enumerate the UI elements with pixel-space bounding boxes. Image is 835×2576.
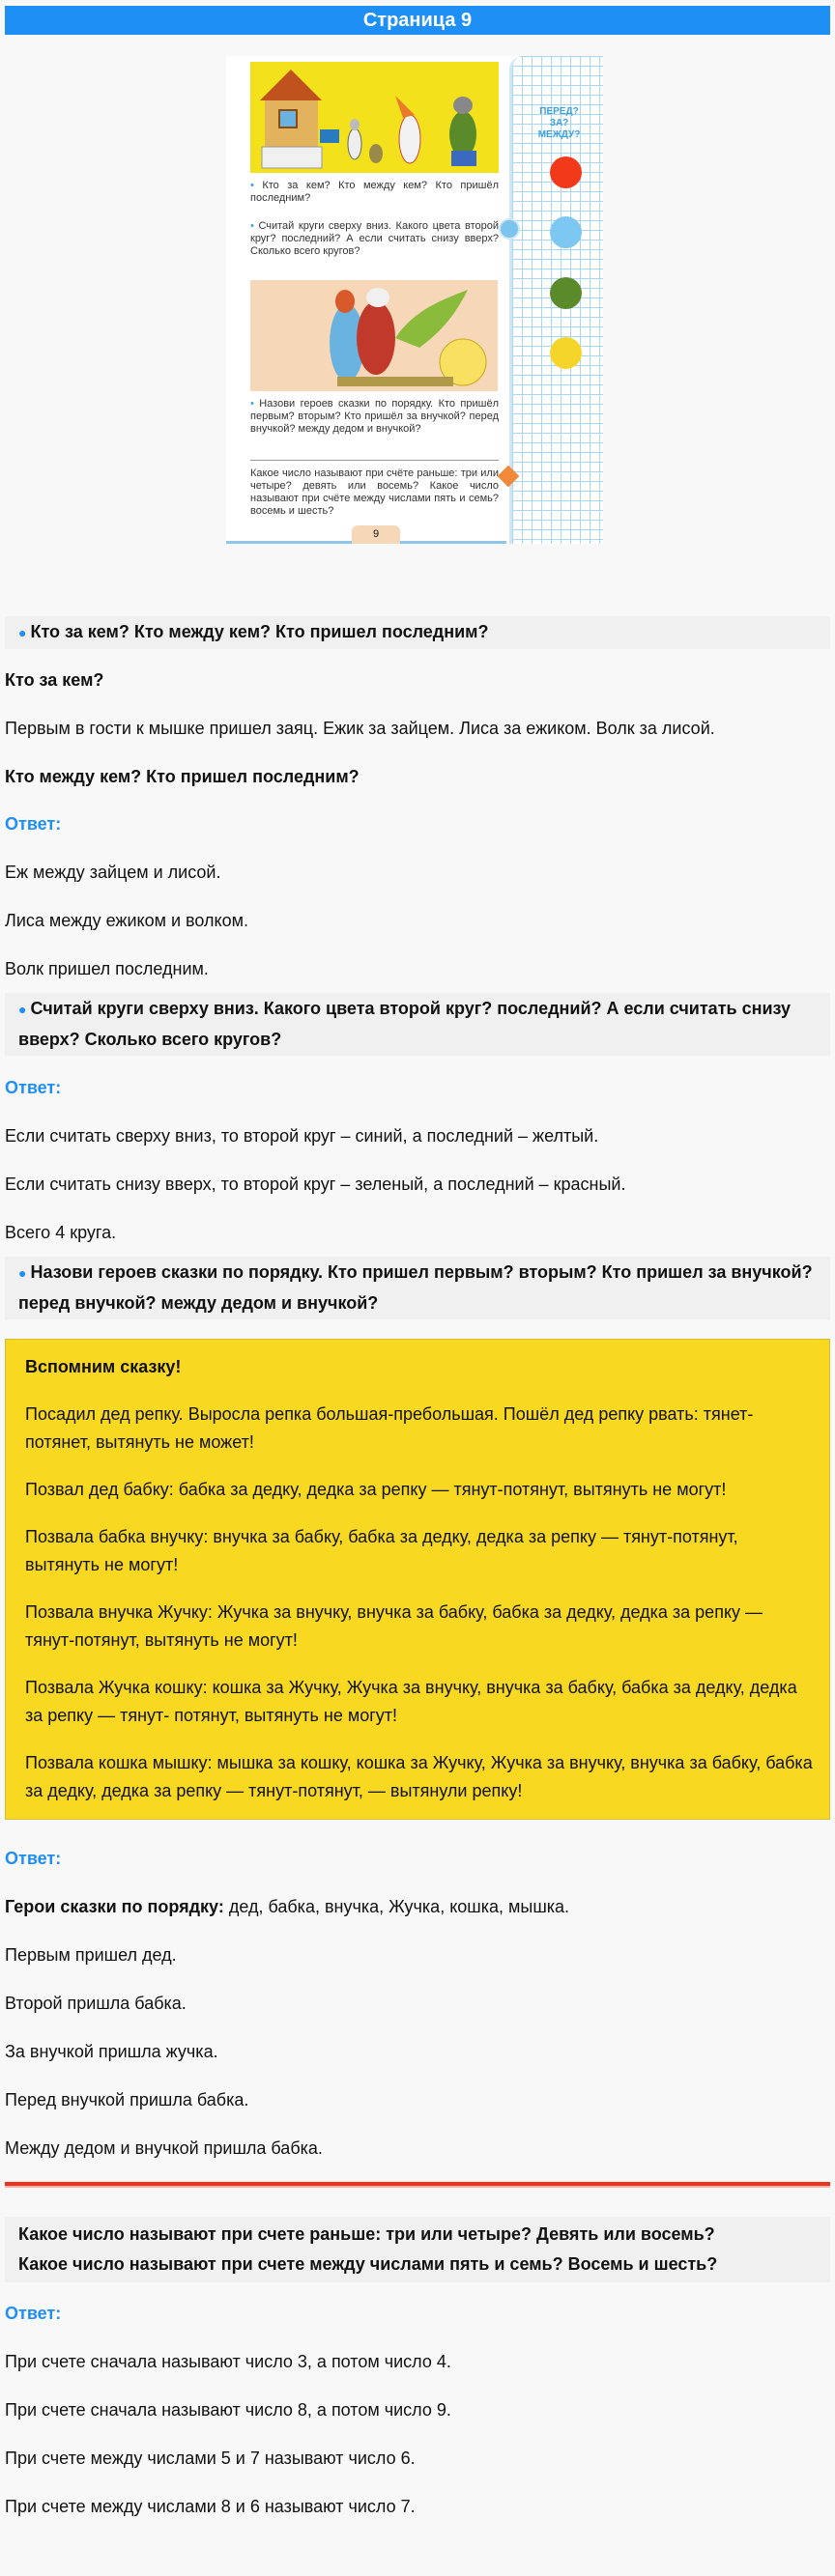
textbook-task-1: • Кто за кем? Кто между кем? Кто пришёл последним? <box>250 180 499 204</box>
textbook-divider <box>250 460 499 461</box>
question-4: Какое число называют при счете раньше: три или четыре? Девять или восемь? Какое число называют при счете между числами пять и семь? Восемь и шесть? <box>5 2217 830 2282</box>
answer-line: Между дедом и внучкой пришла бабка. <box>5 2138 323 2158</box>
answer-line: Лиса между ежиком и волком. <box>5 911 248 930</box>
question-2: ● Считай круги сверху вниз. Какого цвета второй круг? последний? А если считать снизу вверх? Сколько всего кругов? <box>5 993 830 1056</box>
answer-line: Второй пришла бабка. <box>5 1994 187 2013</box>
bullet-icon: ● <box>18 625 27 640</box>
illustration-animals-house <box>250 62 499 173</box>
story-paragraph: Посадил дед репку. Выросла репка большая-пребольшая. Пошёл дед репку рвать: тянет-потянет, вытянуть не может! <box>25 1404 754 1452</box>
bullet-icon: ● <box>18 1002 27 1017</box>
answer-line: При счете сначала называют число 8, а потом число 9. <box>5 2400 451 2420</box>
textbook-page-number: 9 <box>352 525 400 544</box>
story-paragraph: Позвала Жучка кошку: кошка за Жучку, Жучка за внучку, внучка за бабку, бабка за дедку, дедка за репку — тянут- потянут, вытянуть не могут! <box>25 1678 797 1725</box>
answer-label: Ответ: <box>5 814 62 834</box>
answer-line: При счете между числами 5 и 7 называют число 6. <box>5 2449 416 2468</box>
answer-line: При счете сначала называют число 3, а потом число 4. <box>5 2352 451 2371</box>
paragraph: Первым в гости к мышке пришел заяц. Ежик за зайцем. Лиса за ежиком. Волк за лисой. <box>5 719 715 738</box>
answer-line: Волк пришел последним. <box>5 959 209 978</box>
yellow-circle <box>550 337 582 369</box>
illustration-turnip <box>250 280 498 391</box>
answer-line: Первым пришел дед. <box>5 1945 177 1965</box>
textbook-side-grid <box>509 56 603 544</box>
answer-line: Если считать сверху вниз, то второй круг – синий, а последний – желтый. <box>5 1126 599 1146</box>
heroes-label: Герои сказки по порядку: <box>5 1897 224 1916</box>
answer-line: За внучкой пришла жучка. <box>5 2042 218 2061</box>
answer-label: Ответ: <box>5 1849 62 1868</box>
answer-line: Всего 4 круга. <box>5 1223 117 1242</box>
green-circle <box>550 277 582 309</box>
story-paragraph: Позвала внучка Жучку: Жучка за внучку, внучка за бабку, бабка за дедку, дедка за репку — тянут-потянут, вытянуть не могут! <box>25 1602 763 1650</box>
story-box <box>5 1339 830 1820</box>
heroes-value: дед, бабка, внучка, Жучка, кошка, мышка. <box>223 1897 570 1916</box>
tab-marker-icon <box>499 218 520 240</box>
textbook-page-image <box>226 56 603 544</box>
textbook-task-3: • Назови героев сказки по порядку. Кто пришёл первым? вторым? Кто пришёл за внучкой? перед внучкой? между дедом и внучкой? <box>250 398 499 435</box>
page-title: Страница 9 <box>5 6 830 35</box>
story-title: Вспомним сказку! <box>25 1357 182 1376</box>
subheading-who-between: Кто между кем? Кто пришел последним? <box>5 767 360 786</box>
question-3: ● Назови героев сказки по порядку. Кто пришел первым? вторым? Кто пришел за внучкой? перед внучкой? между дедом и внучкой? <box>5 1257 830 1319</box>
story-paragraph: Позвала кошка мышку: мышка за кошку, кошка за Жучку, Жучка за внучку, внучка за бабку, бабка за дедку, дедка за репку — тянут-потянут, — вытянули репку! <box>25 1753 813 1800</box>
story-paragraph: Позвал дед бабку: бабка за дедку, дедка за репку — тянут-потянут, вытянуть не могут! <box>25 1480 727 1499</box>
heroes-line <box>5 1896 830 1917</box>
textbook-task-4: Какое число называют при счёте раньше: три или четыре? девять или восемь? Какое число называют при счёте между числами пять и семь? восемь и шесть? <box>250 467 499 517</box>
side-title: ПЕРЕД? ЗА? МЕЖДУ? <box>537 106 581 140</box>
story-paragraph: Позвала бабка внучку: внучка за бабку, бабка за дедку, дедка за репку — тянут-потянут, вытянуть не могут! <box>25 1527 738 1574</box>
answer-line: Если считать снизу вверх, то второй круг – зеленый, а последний – красный. <box>5 1175 626 1194</box>
textbook-task-2: • Считай круги сверху вниз. Какого цвета второй круг? последний? А если считать снизу вверх? Сколько всего кругов? <box>250 220 499 257</box>
question-1: ● Кто за кем? Кто между кем? Кто пришел последним? <box>5 616 830 649</box>
red-circle <box>550 156 582 188</box>
bullet-icon: ● <box>18 1265 27 1281</box>
section-divider <box>5 2182 830 2186</box>
subheading-who-after-whom: Кто за кем? <box>5 670 104 690</box>
answer-label: Ответ: <box>5 1078 62 1097</box>
answer-line: Перед внучкой пришла бабка. <box>5 2090 249 2109</box>
answer-line: При счете между числами 8 и 6 называют число 7. <box>5 2497 416 2516</box>
blue-circle <box>550 216 582 248</box>
answer-line: Еж между зайцем и лисой. <box>5 863 221 882</box>
textbook-left-column <box>226 56 506 544</box>
answer-label: Ответ: <box>5 2304 62 2323</box>
